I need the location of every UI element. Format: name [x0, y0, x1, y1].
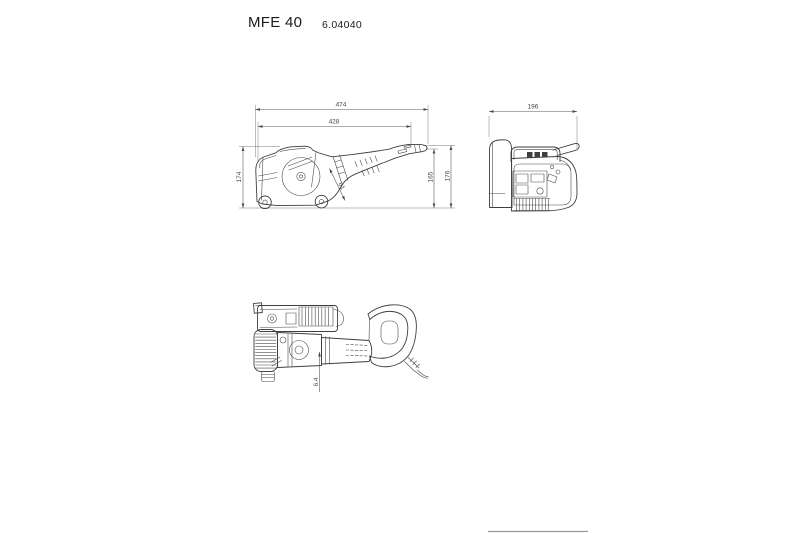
dim-diagonal	[330, 169, 346, 201]
dim-label-176: 176	[444, 170, 452, 182]
dim-offset	[313, 352, 320, 392]
top-view	[254, 303, 429, 392]
dim-label-165: 165	[427, 171, 435, 183]
dim-label-196: 196	[527, 103, 539, 111]
front-view	[489, 104, 579, 212]
dim-width	[489, 104, 577, 150]
side-view-machine	[256, 144, 427, 208]
order-number: 6.04040	[322, 19, 363, 31]
model-title: MFE 40	[248, 14, 303, 31]
dim-label-428: 428	[328, 118, 340, 126]
dim-label-474: 474	[335, 101, 347, 109]
dim-label-diagonal: 61	[336, 181, 346, 192]
front-view-machine	[490, 140, 580, 211]
dim-overall-length	[256, 102, 429, 158]
dim-label-174: 174	[236, 171, 243, 183]
dim-body-length	[258, 119, 411, 163]
dim-height-rear-inner	[426, 149, 438, 208]
top-view-machine	[254, 303, 429, 382]
dim-label-6-4: 6.4	[313, 377, 320, 387]
side-view	[236, 102, 455, 209]
